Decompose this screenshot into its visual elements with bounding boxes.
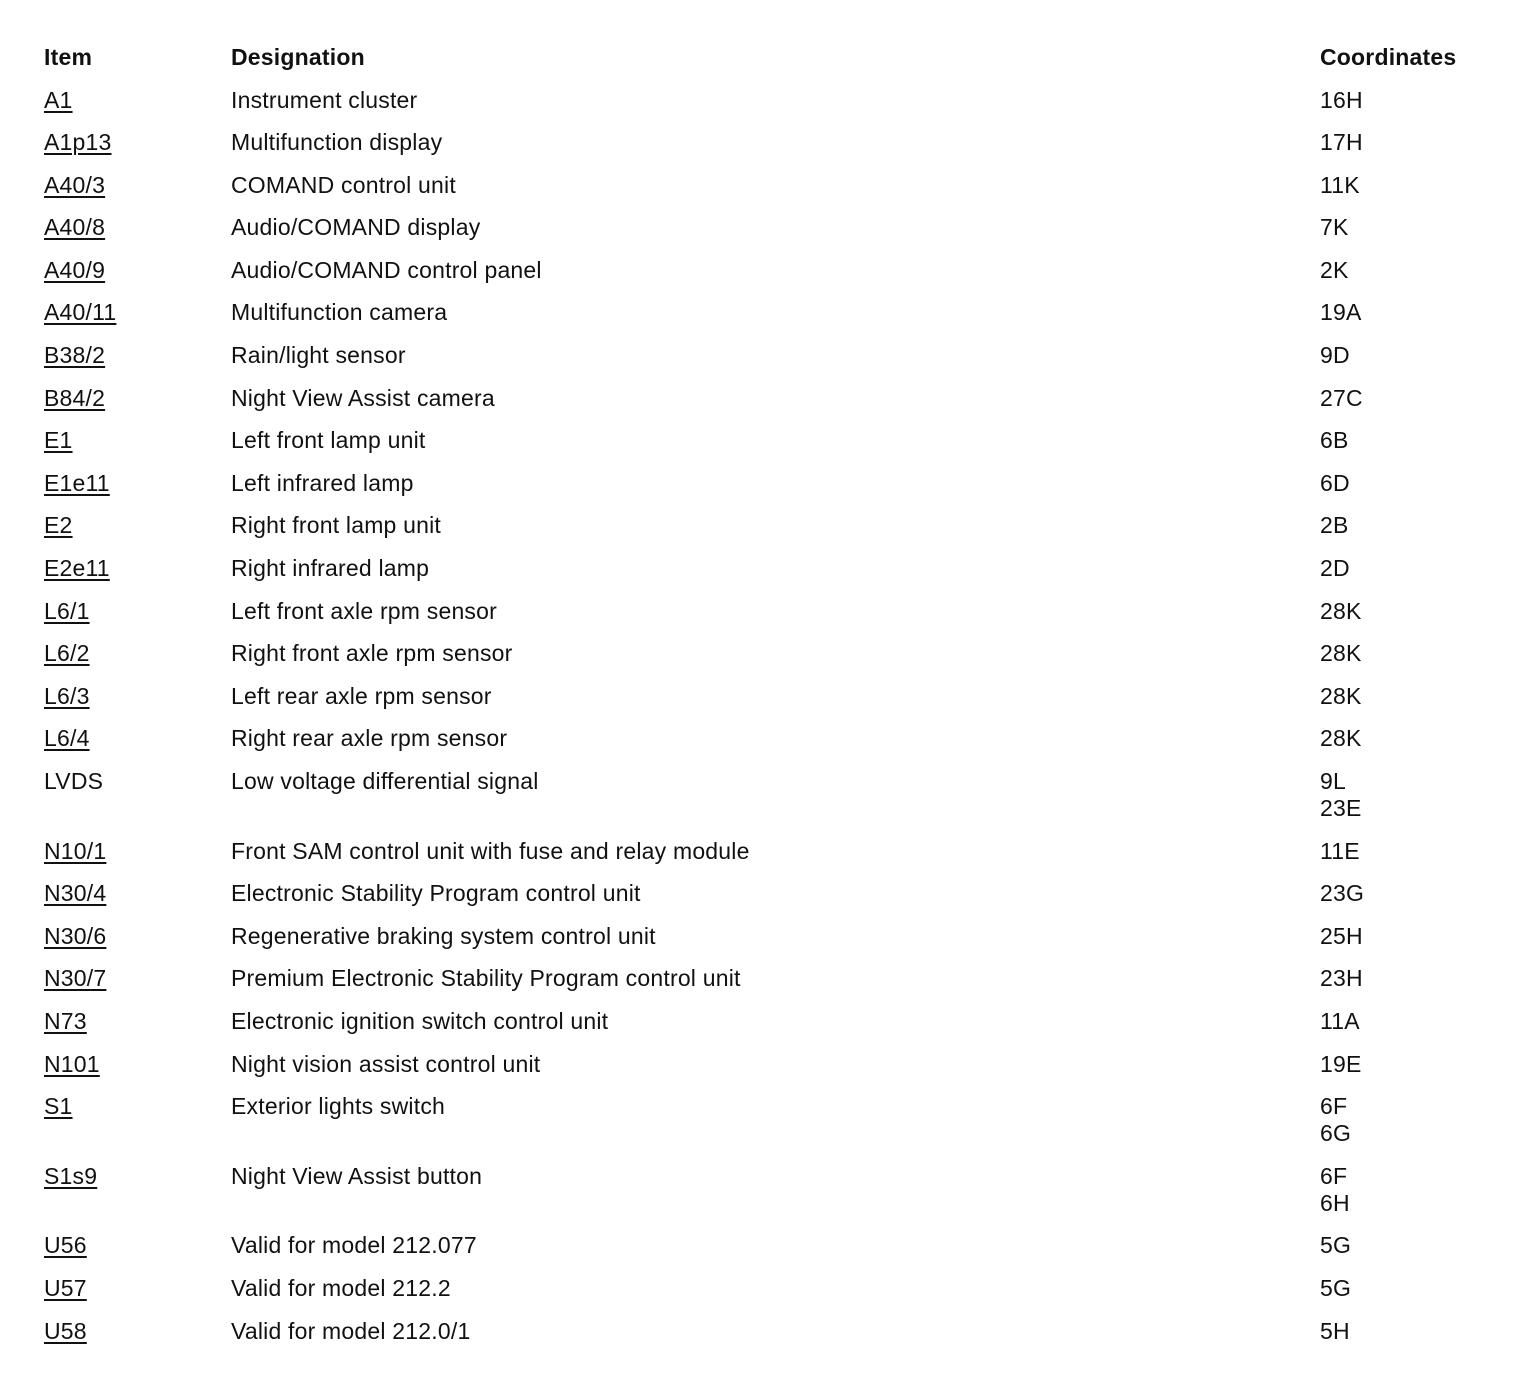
coordinate-value: 5G xyxy=(1320,1232,1352,1259)
coordinate-value: 9L xyxy=(1320,768,1346,794)
table-row xyxy=(44,129,1494,172)
item-cell xyxy=(44,768,231,838)
table-row xyxy=(44,342,1494,385)
item-link[interactable]: N10/1 xyxy=(44,837,107,864)
table-row xyxy=(44,1275,1494,1318)
item-cell xyxy=(44,1008,231,1051)
coordinate-value: 28K xyxy=(1320,597,1362,624)
item-link[interactable]: A1p13 xyxy=(44,129,112,156)
coordinates-cell xyxy=(1320,1051,1494,1094)
coordinate-value: 19A xyxy=(1320,299,1362,326)
coordinate-value: 23H xyxy=(1320,965,1363,992)
designation-cell: Left front axle rpm sensor xyxy=(231,597,497,624)
header-coordinates: Coordinates xyxy=(1320,44,1457,70)
coordinates-cell xyxy=(1320,725,1494,768)
item-cell xyxy=(44,1232,231,1275)
coordinates-cell xyxy=(1320,257,1494,300)
coordinate-value: 5G xyxy=(1320,1274,1352,1301)
coordinate-value: 6H xyxy=(1320,1189,1350,1216)
coordinate-value: 9D xyxy=(1320,342,1350,369)
item-link[interactable]: L6/3 xyxy=(44,682,90,709)
designation-cell: Night vision assist control unit xyxy=(231,1050,541,1077)
item-link[interactable]: N101 xyxy=(44,1050,100,1077)
item-link[interactable]: S1s9 xyxy=(44,1162,98,1189)
item-link[interactable]: E1 xyxy=(44,427,73,454)
table-row xyxy=(44,725,1494,768)
item-cell xyxy=(44,965,231,1008)
table-row xyxy=(44,214,1494,257)
table-row xyxy=(44,880,1494,923)
item-cell xyxy=(44,725,231,768)
item-link[interactable]: U57 xyxy=(44,1274,87,1301)
table-row xyxy=(44,923,1494,966)
coordinates-cell xyxy=(1320,1008,1494,1051)
coordinate-value: 6F xyxy=(1320,1162,1348,1189)
item-link[interactable]: U58 xyxy=(44,1317,87,1344)
coordinate-value: 2B xyxy=(1320,512,1349,539)
coordinates-cell xyxy=(1320,880,1494,923)
designation-cell: Valid for model 212.2 xyxy=(231,1274,451,1301)
designation-cell: COMAND control unit xyxy=(231,171,456,198)
item-link[interactable]: A40/3 xyxy=(44,171,106,198)
table-row xyxy=(44,87,1494,130)
coordinates-cell xyxy=(1320,683,1494,726)
designation-cell: Right rear axle rpm sensor xyxy=(231,725,508,752)
table-row xyxy=(44,1232,1494,1275)
coordinates-cell xyxy=(1320,838,1494,881)
item-link[interactable]: E2e11 xyxy=(44,555,110,582)
table-row xyxy=(44,172,1494,215)
coordinate-value: 6G xyxy=(1320,1120,1352,1147)
table-row xyxy=(44,512,1494,555)
item-cell xyxy=(44,129,231,172)
coordinate-value: 2K xyxy=(1320,256,1349,283)
designation-cell: Audio/COMAND display xyxy=(231,214,481,241)
item-cell xyxy=(44,838,231,881)
item-cell xyxy=(44,923,231,966)
table-row xyxy=(44,427,1494,470)
coordinate-value: 27C xyxy=(1320,384,1363,411)
item-link[interactable]: N30/6 xyxy=(44,922,107,949)
coordinates-cell xyxy=(1320,1275,1494,1318)
table-row xyxy=(44,838,1494,881)
item-cell xyxy=(44,342,231,385)
item-cell xyxy=(44,214,231,257)
coordinates-cell xyxy=(1320,640,1494,683)
item-link[interactable]: L6/2 xyxy=(44,640,90,667)
item-cell xyxy=(44,640,231,683)
designation-cell: Electronic Stability Program control unit xyxy=(231,880,641,907)
designation-cell: Left rear axle rpm sensor xyxy=(231,682,492,709)
designation-cell: Instrument cluster xyxy=(231,86,418,113)
coordinate-value: 6B xyxy=(1320,427,1349,454)
item-cell xyxy=(44,1163,231,1233)
designation-cell: Right front axle rpm sensor xyxy=(231,640,513,667)
header-designation: Designation xyxy=(231,44,365,70)
coordinate-value: 17H xyxy=(1320,129,1363,156)
item-cell xyxy=(44,1051,231,1094)
coordinate-value: 6D xyxy=(1320,469,1350,496)
table-row xyxy=(44,1163,1494,1233)
designation-cell: Right front lamp unit xyxy=(231,512,442,539)
table-row xyxy=(44,598,1494,641)
item-cell xyxy=(44,555,231,598)
coordinate-value: 7K xyxy=(1320,214,1349,241)
designation-cell: Exterior lights switch xyxy=(231,1093,446,1120)
designation-cell: Electronic ignition switch control unit xyxy=(231,1007,609,1034)
table-row xyxy=(44,640,1494,683)
coordinates-cell xyxy=(1320,214,1494,257)
item-cell xyxy=(44,427,231,470)
coordinates-cell xyxy=(1320,87,1494,130)
item-cell xyxy=(44,1093,231,1163)
table-row xyxy=(44,1318,1494,1361)
designation-cell: Night View Assist camera xyxy=(231,384,495,411)
designation-cell: Valid for model 212.077 xyxy=(231,1232,477,1259)
coordinates-cell xyxy=(1320,427,1494,470)
coordinate-value: 28K xyxy=(1320,640,1362,667)
designation-cell: Rain/light sensor xyxy=(231,342,406,369)
designation-cell: Right infrared lamp xyxy=(231,555,430,582)
designation-cell: Multifunction display xyxy=(231,129,443,156)
designation-cell: Left front lamp unit xyxy=(231,427,426,454)
item-link[interactable]: A40/8 xyxy=(44,214,106,241)
coordinate-value: 19E xyxy=(1320,1050,1362,1077)
item-link[interactable]: B38/2 xyxy=(44,342,106,369)
coordinates-cell xyxy=(1320,1163,1494,1233)
coordinates-cell xyxy=(1320,555,1494,598)
item-cell xyxy=(44,257,231,300)
item-link[interactable]: N30/7 xyxy=(44,965,107,992)
item-link[interactable]: E1e11 xyxy=(44,469,110,496)
coordinate-value: 25H xyxy=(1320,922,1363,949)
item-cell xyxy=(44,598,231,641)
designation-cell: Front SAM control unit with fuse and relay module xyxy=(231,837,750,864)
item-link[interactable]: S1 xyxy=(44,1093,73,1120)
designation-cell: Left infrared lamp xyxy=(231,469,414,496)
table-row xyxy=(44,257,1494,300)
table-row xyxy=(44,683,1494,726)
coordinate-value: 11A xyxy=(1320,1007,1360,1034)
coordinate-value: 6F xyxy=(1320,1093,1348,1120)
item-cell xyxy=(44,880,231,923)
item-cell xyxy=(44,385,231,428)
table-row xyxy=(44,965,1494,1008)
item-cell xyxy=(44,87,231,130)
item-label: LVDS xyxy=(44,768,104,794)
coordinates-cell xyxy=(1320,965,1494,1008)
coordinate-value: 2D xyxy=(1320,555,1350,582)
coordinates-cell xyxy=(1320,1318,1494,1361)
table-row xyxy=(44,299,1494,342)
designation-cell: Valid for model 212.0/1 xyxy=(231,1317,471,1344)
coordinates-cell xyxy=(1320,470,1494,513)
table-row xyxy=(44,1008,1494,1051)
table-header-row xyxy=(44,44,1494,87)
coordinates-cell xyxy=(1320,129,1494,172)
coordinates-cell xyxy=(1320,512,1494,555)
coordinates-cell xyxy=(1320,385,1494,428)
coordinates-cell xyxy=(1320,342,1494,385)
table-row xyxy=(44,768,1494,838)
component-legend-table xyxy=(44,44,1494,1360)
designation-cell: Regenerative braking system control unit xyxy=(231,922,656,949)
item-link[interactable]: A40/9 xyxy=(44,256,106,283)
table-body xyxy=(44,87,1494,1361)
item-link[interactable]: N30/4 xyxy=(44,880,107,907)
coordinates-cell xyxy=(1320,172,1494,215)
table-row xyxy=(44,555,1494,598)
table-row xyxy=(44,1051,1494,1094)
coordinates-cell xyxy=(1320,598,1494,641)
item-cell xyxy=(44,172,231,215)
coordinate-value: 16H xyxy=(1320,86,1363,113)
coordinates-cell xyxy=(1320,923,1494,966)
item-link[interactable]: B84/2 xyxy=(44,384,106,411)
item-link[interactable]: L6/4 xyxy=(44,725,90,752)
header-item: Item xyxy=(44,44,93,70)
item-cell xyxy=(44,470,231,513)
designation-cell: Low voltage differential signal xyxy=(231,768,539,794)
item-cell xyxy=(44,1275,231,1318)
coordinates-cell xyxy=(1320,299,1494,342)
item-cell xyxy=(44,299,231,342)
coordinate-value: 23G xyxy=(1320,880,1365,907)
coordinates-cell xyxy=(1320,1232,1494,1275)
table-row xyxy=(44,1093,1494,1163)
coordinates-cell xyxy=(1320,1093,1494,1163)
coordinate-value: 11K xyxy=(1320,171,1360,198)
item-link[interactable]: U56 xyxy=(44,1232,87,1259)
coordinate-value: 28K xyxy=(1320,725,1362,752)
item-link[interactable]: A1 xyxy=(44,86,73,113)
item-link[interactable]: N73 xyxy=(44,1007,87,1034)
item-link[interactable]: L6/1 xyxy=(44,597,90,624)
table-row xyxy=(44,385,1494,428)
item-link[interactable]: E2 xyxy=(44,512,73,539)
coordinates-cell xyxy=(1320,768,1494,838)
designation-cell: Premium Electronic Stability Program control unit xyxy=(231,965,741,992)
table-row xyxy=(44,470,1494,513)
designation-cell: Night View Assist button xyxy=(231,1162,483,1189)
item-cell xyxy=(44,1318,231,1361)
coordinate-value: 23E xyxy=(1320,795,1362,821)
item-link[interactable]: A40/11 xyxy=(44,299,117,326)
item-cell xyxy=(44,512,231,555)
designation-cell: Multifunction camera xyxy=(231,299,448,326)
item-cell xyxy=(44,683,231,726)
coordinate-value: 28K xyxy=(1320,682,1362,709)
coordinate-value: 5H xyxy=(1320,1317,1350,1344)
designation-cell: Audio/COMAND control panel xyxy=(231,256,542,283)
coordinate-value: 11E xyxy=(1320,837,1360,864)
